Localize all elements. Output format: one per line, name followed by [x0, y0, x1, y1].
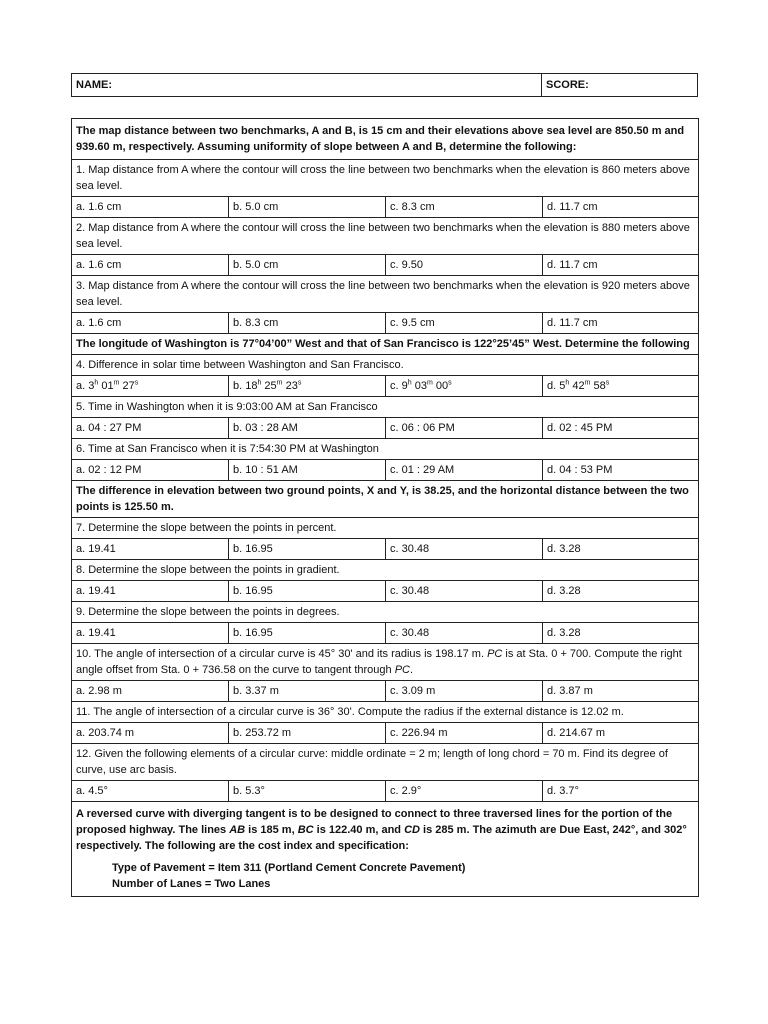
q10-option-c[interactable]: c. 3.09 m — [386, 681, 543, 702]
question-2: 2. Map distance from A where the contour will cross the line between two benchmarks when the elevation is 880 meters above sea level. — [72, 218, 699, 255]
q11-option-b[interactable]: b. 253.72 m — [229, 723, 386, 744]
q7-option-a[interactable]: a. 19.41 — [72, 539, 229, 560]
q6-option-a[interactable]: a. 02 : 12 PM — [72, 460, 229, 481]
q1-option-c[interactable]: c. 8.3 cm — [386, 197, 543, 218]
question-1: 1. Map distance from A where the contour will cross the line between two benchmarks when the elevation is 860 meters above sea level. — [72, 160, 699, 197]
q6-option-b[interactable]: b. 10 : 51 AM — [229, 460, 386, 481]
q6-option-c[interactable]: c. 01 : 29 AM — [386, 460, 543, 481]
q5-option-b[interactable]: b. 03 : 28 AM — [229, 418, 386, 439]
q2-option-d[interactable]: d. 11.7 cm — [543, 255, 699, 276]
q7-option-d[interactable]: d. 3.28 — [543, 539, 699, 560]
q11-option-a[interactable]: a. 203.74 m — [72, 723, 229, 744]
q2-option-c[interactable]: c. 9.50 — [386, 255, 543, 276]
q4-option-b[interactable]: b. 18$^h$ 25$^m$ 23$^s$ — [229, 376, 386, 397]
q5-option-c[interactable]: c. 06 : 06 PM — [386, 418, 543, 439]
q4-option-c[interactable]: c. 9$^h$ 03$^m$ 00$^s$ — [386, 376, 543, 397]
q1-option-a[interactable]: a. 1.6 cm — [72, 197, 229, 218]
q12-option-c[interactable]: c. 2.9° — [386, 781, 543, 802]
intro-benchmarks: The map distance between two benchmarks, A and B, is 15 cm and their elevations above sea level are 850.50 m and 939.60 m, respectively. Assuming uniformity of slope between A and B, determine the following: — [72, 119, 699, 160]
score-field[interactable]: SCORE: — [546, 79, 589, 91]
q11-option-c[interactable]: c. 226.94 m — [386, 723, 543, 744]
question-5: 5. Time in Washington when it is 9:03:00 AM at San Francisco — [72, 397, 699, 418]
q7-option-b[interactable]: b. 16.95 — [229, 539, 386, 560]
q3-option-c[interactable]: c. 9.5 cm — [386, 313, 543, 334]
question-6: 6. Time at San Francisco when it is 7:54:30 PM at Washington — [72, 439, 699, 460]
q7-option-c[interactable]: c. 30.48 — [386, 539, 543, 560]
intro-longitude: The longitude of Washington is 77°04’00” West and that of San Francisco is 122°25’45” West. Determine the following — [72, 334, 699, 355]
q10-option-a[interactable]: a. 2.98 m — [72, 681, 229, 702]
question-11: 11. The angle of intersection of a circular curve is 36° 30'. Compute the radius if the external distance is 12.02 m. — [72, 702, 699, 723]
q3-option-d[interactable]: d. 11.7 cm — [543, 313, 699, 334]
spec-lanes: Number of Lanes = Two Lanes — [112, 878, 271, 890]
q3-option-b[interactable]: b. 8.3 cm — [229, 313, 386, 334]
questions-table — [71, 118, 699, 897]
q5-option-d[interactable]: d. 02 : 45 PM — [543, 418, 699, 439]
spec-pavement: Type of Pavement = Item 311 (Portland Cement Concrete Pavement) — [112, 862, 466, 874]
q12-option-d[interactable]: d. 3.7° — [543, 781, 699, 802]
q3-option-a[interactable]: a. 1.6 cm — [72, 313, 229, 334]
question-10: 10. The angle of intersection of a circular curve is 45° 30' and its radius is 198.17 m. PC is at Sta. 0 + 700. Compute the right angle offset from Sta. 0 + 736.58 on the curve to tangent through PC. — [72, 644, 699, 681]
q2-option-b[interactable]: b. 5.0 cm — [229, 255, 386, 276]
q9-option-d[interactable]: d. 3.28 — [543, 623, 699, 644]
q9-option-c[interactable]: c. 30.48 — [386, 623, 543, 644]
q9-option-a[interactable]: a. 19.41 — [72, 623, 229, 644]
question-7: 7. Determine the slope between the points in percent. — [72, 518, 699, 539]
q12-option-a[interactable]: a. 4.5° — [72, 781, 229, 802]
q12-option-b[interactable]: b. 5.3° — [229, 781, 386, 802]
question-12: 12. Given the following elements of a circular curve: middle ordinate = 2 m; length of long chord = 70 m. Find its degree of curve, use arc basis. — [72, 744, 699, 781]
header-table — [71, 73, 698, 97]
q8-option-d[interactable]: d. 3.28 — [543, 581, 699, 602]
q6-option-d[interactable]: d. 04 : 53 PM — [543, 460, 699, 481]
name-field[interactable]: NAME: — [72, 74, 542, 96]
question-4: 4. Difference in solar time between Washington and San Francisco. — [72, 355, 699, 376]
q11-option-d[interactable]: d. 214.67 m — [543, 723, 699, 744]
q4-option-d[interactable]: d. 5$^h$ 42$^m$ 58$^s$ — [543, 376, 699, 397]
q5-option-a[interactable]: a. 04 : 27 PM — [72, 418, 229, 439]
q2-option-a[interactable]: a. 1.6 cm — [72, 255, 229, 276]
q9-option-b[interactable]: b. 16.95 — [229, 623, 386, 644]
question-3: 3. Map distance from A where the contour will cross the line between two benchmarks when the elevation is 920 meters above sea level. — [72, 276, 699, 313]
intro-reversed-curve: A reversed curve with diverging tangent is to be designed to connect to three traversed lines for the portion of the proposed highway. The lines AB is 185 m, BC is 122.40 m, and CD is 285 m. The azimuth are Due East, 242°, and 302° respectively. The following are the cost index and specification: Type of Pavement = Item 311 (Portland Cement Concrete Pavement) Number of Lanes = Two Lanes — [72, 802, 699, 897]
q8-option-a[interactable]: a. 19.41 — [72, 581, 229, 602]
q1-option-d[interactable]: d. 11.7 cm — [543, 197, 699, 218]
q10-option-d[interactable]: d. 3.87 m — [543, 681, 699, 702]
question-9: 9. Determine the slope between the points in degrees. — [72, 602, 699, 623]
q8-option-b[interactable]: b. 16.95 — [229, 581, 386, 602]
intro-elevation: The difference in elevation between two ground points, X and Y, is 38.25, and the horizontal distance between the two points is 125.50 m. — [72, 481, 699, 518]
q8-option-c[interactable]: c. 30.48 — [386, 581, 543, 602]
q1-option-b[interactable]: b. 5.0 cm — [229, 197, 386, 218]
q10-option-b[interactable]: b. 3.37 m — [229, 681, 386, 702]
question-8: 8. Determine the slope between the points in gradient. — [72, 560, 699, 581]
q4-option-a[interactable]: a. 3$^h$ 01$^m$ 27$^s$ — [72, 376, 229, 397]
